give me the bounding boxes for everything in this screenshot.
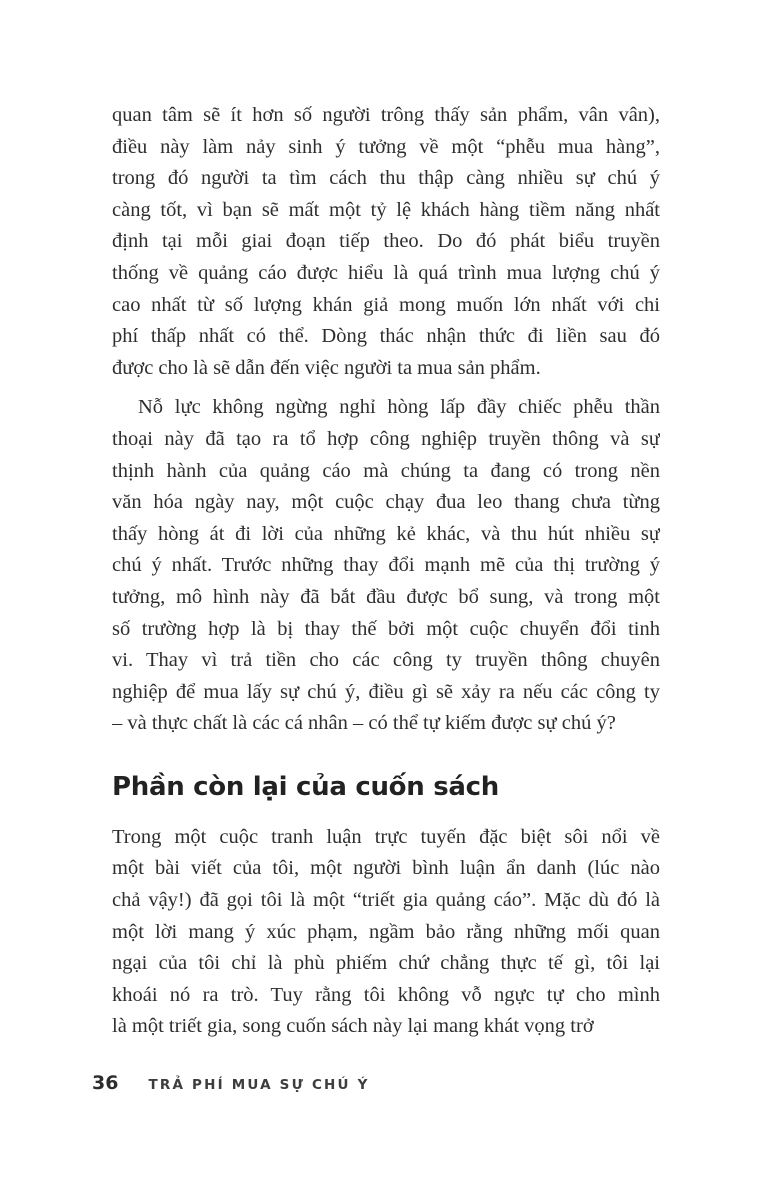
paragraph bbox=[112, 822, 660, 1043]
text-line: chú ý nhất. Trước những thay đổi mạnh mẽ của thị trường ý bbox=[112, 554, 660, 577]
text-line: chả vậy!) đã gọi tôi là một “triết gia quảng cáo”. Mặc dù đó là bbox=[112, 889, 660, 912]
text-line: Trong một cuộc tranh luận trực tuyến đặc biệt sôi nổi về bbox=[112, 825, 660, 848]
text-line: quan tâm sẽ ít hơn số người trông thấy sản phẩm, vân vân), bbox=[112, 104, 660, 126]
text-line: Nỗ lực không ngừng nghỉ hòng lấp đầy chiếc phễu thần bbox=[138, 396, 660, 419]
text-line: số trường hợp là bị thay thế bởi một cuộc chuyển đổi tinh bbox=[112, 617, 660, 640]
text-line: điều này làm nảy sinh ý tưởng về một “phễu mua hàng”, bbox=[112, 135, 660, 158]
section-heading: Phần còn lại của cuốn sách bbox=[112, 771, 499, 802]
text-line: thoại này đã tạo ra tổ hợp công nghiệp truyền thông và sự bbox=[112, 427, 660, 450]
page-number: 36 bbox=[92, 1072, 119, 1094]
text-line: thống về quảng cáo được hiểu là quá trình mua lượng chú ý bbox=[112, 261, 660, 284]
page-footer bbox=[92, 1072, 370, 1094]
text-line: phí thấp nhất có thể. Dòng thác nhận thức đi liền sau đó bbox=[112, 325, 660, 348]
text-line: được cho là sẽ dẫn đến việc người ta mua sản phẩm. bbox=[112, 356, 541, 379]
text-line: thấy hòng át đi lời của những kẻ khác, và thu hút nhiều sự bbox=[112, 522, 660, 545]
text-line: nghiệp để mua lấy sự chú ý, điều gì sẽ xảy ra nếu các công ty bbox=[112, 680, 660, 703]
text-line: – và thực chất là các cá nhân – có thể tự kiếm được sự chú ý? bbox=[112, 712, 616, 735]
text-line: định tại mỗi giai đoạn tiếp theo. Do đó phát biểu truyền bbox=[112, 230, 660, 253]
paragraph bbox=[112, 392, 660, 740]
text-line: cao nhất từ số lượng khán giả mong muốn lớn nhất với chi bbox=[112, 293, 660, 316]
text-line: một bài viết của tôi, một người bình luận ẩn danh (lúc nào bbox=[112, 857, 660, 880]
text-line: khoái nó ra trò. Tuy rằng tôi không vỗ ngực tự cho mình bbox=[112, 983, 660, 1006]
paragraph bbox=[112, 100, 660, 384]
text-block bbox=[112, 100, 660, 1043]
running-title: TRẢ PHÍ MUA SỰ CHÚ Ý bbox=[148, 1077, 370, 1093]
text-line: một lời mang ý xúc phạm, ngầm bảo rằng những mối quan bbox=[112, 920, 660, 943]
text-line: tưởng, mô hình này đã bắt đầu được bổ sung, và trong một bbox=[112, 585, 660, 608]
text-line: càng tốt, vì bạn sẽ mất một tỷ lệ khách hàng tiềm năng nhất bbox=[112, 198, 660, 221]
text-line: thịnh hành của quảng cáo mà chúng ta đang có trong nền bbox=[112, 459, 660, 482]
text-line: trong đó người ta tìm cách thu thập càng nhiều sự chú ý bbox=[112, 167, 660, 190]
text-line: vi. Thay vì trả tiền cho các công ty truyền thông chuyên bbox=[112, 649, 660, 672]
text-line: ngại của tôi chỉ là phù phiếm chứ chẳng thực tế gì, tôi lại bbox=[112, 952, 660, 975]
text-line: là một triết gia, song cuốn sách này lại mang khát vọng trở bbox=[112, 1015, 594, 1038]
text-line: văn hóa ngày nay, một cuộc chạy đua leo thang chưa từng bbox=[112, 491, 660, 514]
